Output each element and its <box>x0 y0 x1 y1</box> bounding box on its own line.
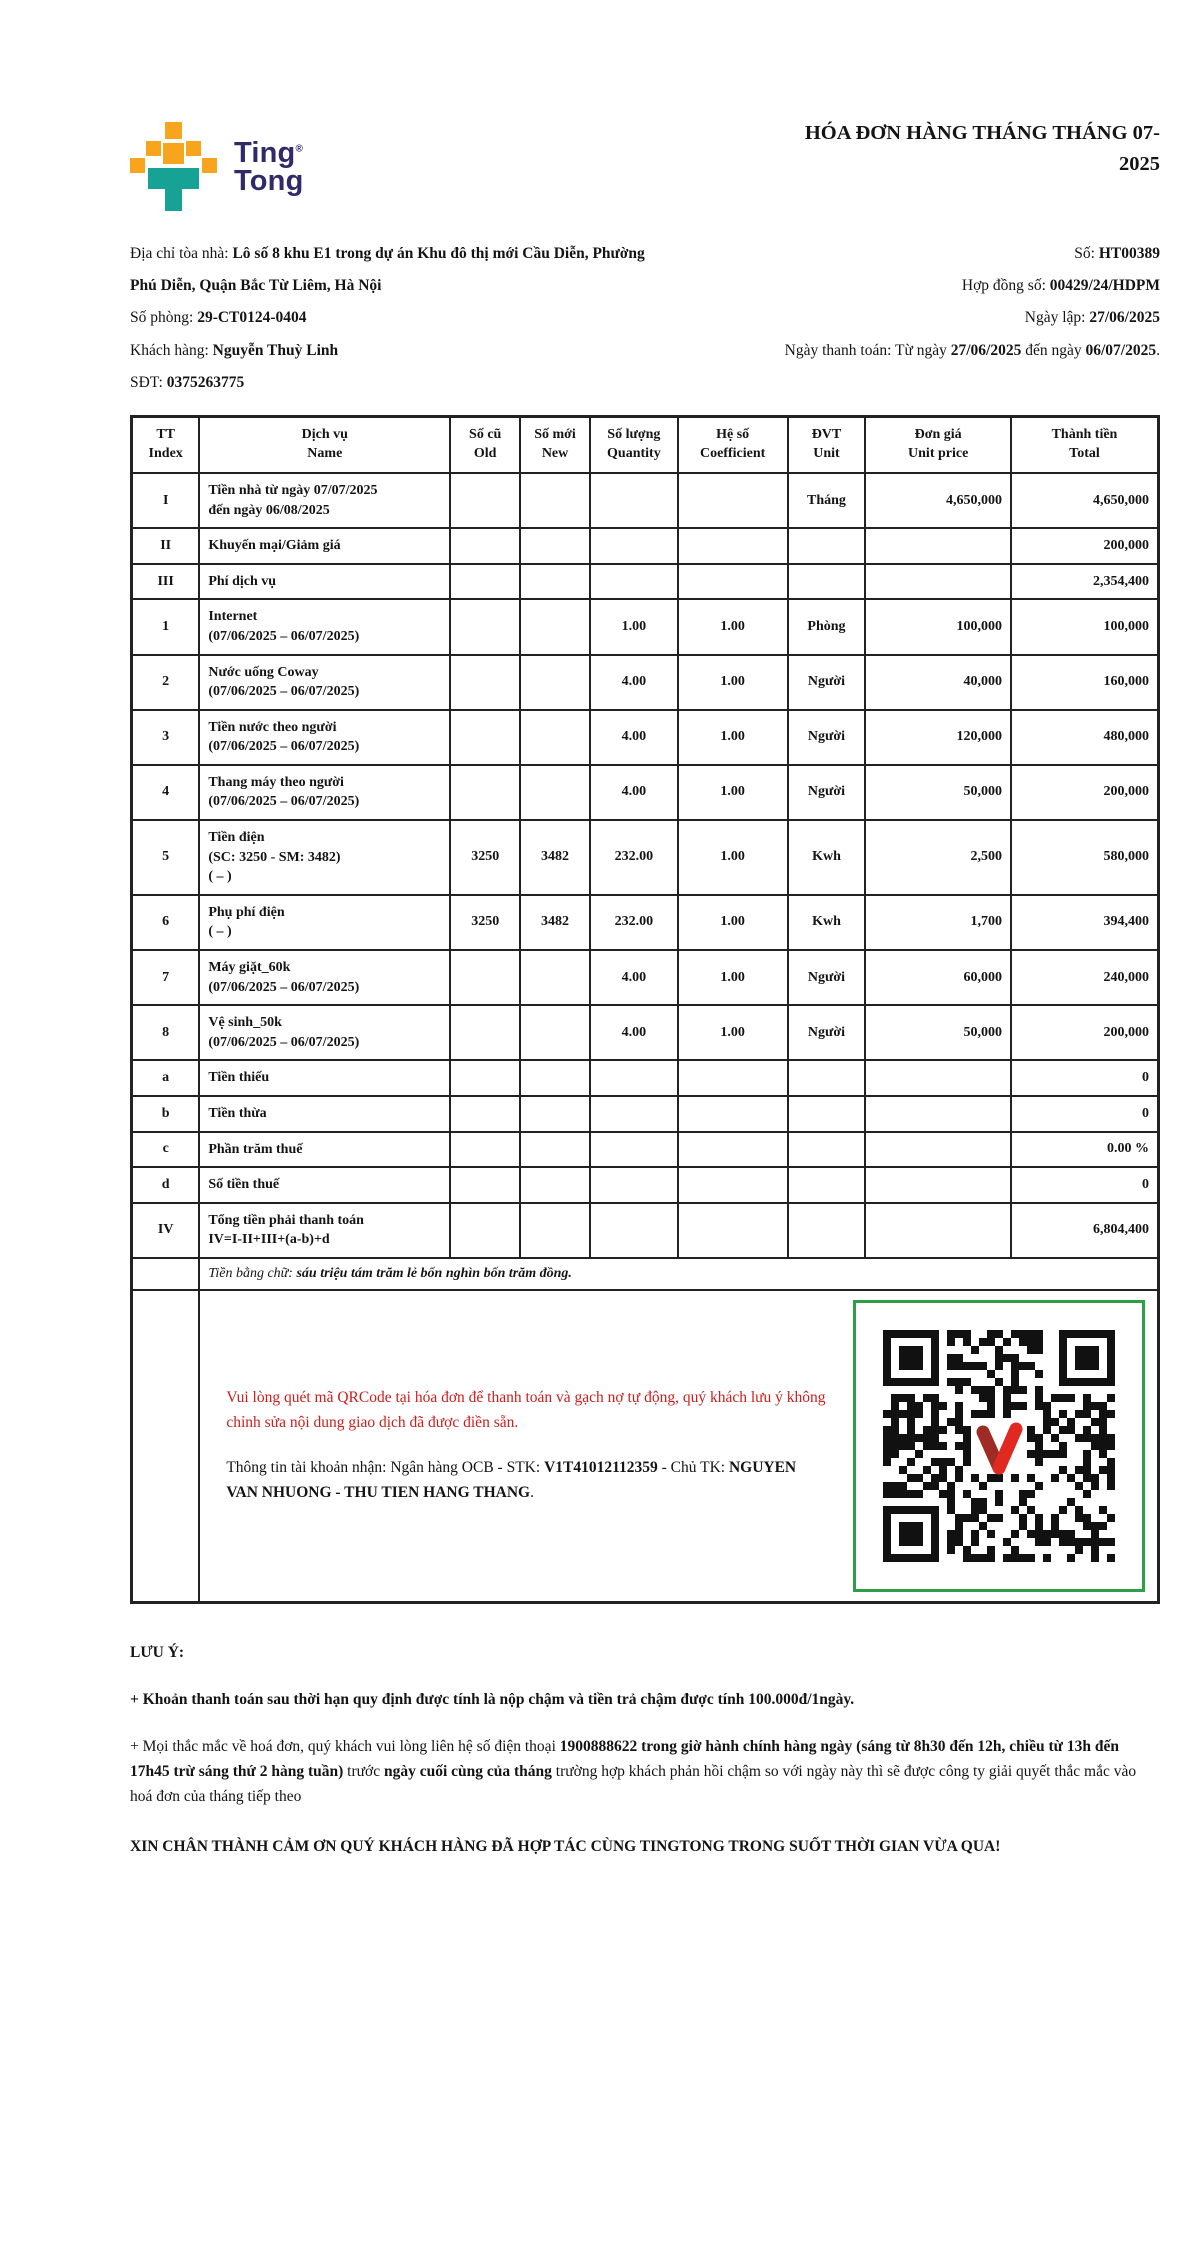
cell-unit <box>788 1060 866 1096</box>
payment-period-start: 27/06/2025 <box>950 341 1022 359</box>
column-header: Số cũ Old <box>450 417 520 473</box>
cell-unit: Người <box>788 765 866 820</box>
cell-index: b <box>132 1096 200 1132</box>
invoice-table <box>130 415 1160 1604</box>
cell-total: 0 <box>1011 1167 1159 1203</box>
cell-service-name: Phụ phí điện ( – ) <box>199 895 450 950</box>
cell-unit <box>788 1203 866 1258</box>
cell-coefficient: 1.00 <box>678 820 788 895</box>
logo-pixel <box>146 141 161 156</box>
room-number-line <box>130 302 675 334</box>
cell-total: 160,000 <box>1011 655 1159 710</box>
cell-total: 0 <box>1011 1060 1159 1096</box>
building-address-label: Địa chỉ tòa nhà: <box>130 245 233 262</box>
tingtong-logo <box>130 122 304 212</box>
table-header-row <box>132 417 1159 473</box>
cell-old-reading: 3250 <box>450 820 520 895</box>
table-row <box>132 765 1159 820</box>
table-row <box>132 895 1159 950</box>
cell-old-reading <box>450 1203 520 1258</box>
cell-new-reading: 3482 <box>520 895 590 950</box>
cell-index: I <box>132 473 200 528</box>
cell-quantity: 4.00 <box>590 1005 678 1060</box>
issue-date-label: Ngày lập: <box>1024 309 1090 327</box>
column-header: Hệ số Coefficient <box>678 417 788 473</box>
column-header: Đơn giá Unit price <box>865 417 1011 473</box>
cell-unit: Người <box>788 950 866 1005</box>
invoice-number-line <box>685 238 1160 270</box>
logo-text-ting: Ting <box>234 136 296 169</box>
qr-code <box>874 1321 1124 1571</box>
cell-quantity: 232.00 <box>590 895 678 950</box>
cell-total: 6,804,400 <box>1011 1203 1159 1258</box>
cell-service-name: Số tiền thuế <box>199 1167 450 1203</box>
amount-in-words-label: Tiền bằng chữ: <box>208 1265 297 1281</box>
payment-period-label2: đến ngày <box>1021 341 1086 359</box>
cell-index: 4 <box>132 765 200 820</box>
cell-coefficient: 1.00 <box>678 765 788 820</box>
cell-new-reading <box>520 564 590 600</box>
amount-in-words-value: sáu triệu tám trăm lẻ bốn nghìn bốn trăm đồng. <box>296 1265 572 1281</box>
cell-unit-price: 60,000 <box>865 950 1011 1005</box>
cell-coefficient <box>678 1167 788 1203</box>
cell-new-reading <box>520 528 590 564</box>
column-header: Số mới New <box>520 417 590 473</box>
customer-label: Khách hàng: <box>130 341 213 359</box>
customer-value: Nguyễn Thuỳ Linh <box>212 341 339 359</box>
cell-unit: Kwh <box>788 895 866 950</box>
table-row <box>132 820 1159 895</box>
table-row <box>132 1132 1159 1168</box>
cell-coefficient: 1.00 <box>678 599 788 654</box>
notes-heading: LƯU Ý: <box>130 1643 185 1661</box>
table-row <box>132 655 1159 710</box>
cell-new-reading <box>520 1096 590 1132</box>
cell-unit: Phòng <box>788 599 866 654</box>
qr-code-frame <box>853 1300 1145 1592</box>
cell-unit: Người <box>788 710 866 765</box>
cell-unit <box>788 564 866 600</box>
cell-quantity <box>590 1203 678 1258</box>
cell-quantity <box>590 528 678 564</box>
cell-total: 100,000 <box>1011 599 1159 654</box>
cell-coefficient <box>678 1203 788 1258</box>
cell-total: 200,000 <box>1011 1005 1159 1060</box>
cell-index: 7 <box>132 950 200 1005</box>
cell-new-reading <box>520 1005 590 1060</box>
table-row <box>132 1203 1159 1258</box>
cell-total: 240,000 <box>1011 950 1159 1005</box>
logo-pixel <box>148 168 199 189</box>
payment-period-end: 06/07/2025 <box>1085 341 1157 359</box>
footer-notes <box>130 1640 1160 1859</box>
cell-new-reading <box>520 1167 590 1203</box>
column-header: ĐVT Unit <box>788 417 866 473</box>
cell-service-name: Máy giặt_60k (07/06/2025 – 06/07/2025) <box>199 950 450 1005</box>
cell-unit <box>788 1096 866 1132</box>
cell-index: c <box>132 1132 200 1168</box>
cell-index-empty <box>132 1258 200 1290</box>
cell-new-reading <box>520 710 590 765</box>
cell-index: a <box>132 1060 200 1096</box>
cell-old-reading <box>450 564 520 600</box>
cell-index: 1 <box>132 599 200 654</box>
contact-hotline: 1900888622 trong giờ hành chính hàng ngày (sáng từ 8h30 đến 12h, chiều từ 13h đến 17h45 trừ sáng thứ 2 hàng tuần) <box>130 1738 1119 1781</box>
cell-unit-price: 120,000 <box>865 710 1011 765</box>
cell-quantity: 4.00 <box>590 950 678 1005</box>
cell-coefficient: 1.00 <box>678 710 788 765</box>
issue-date-value: 27/06/2025 <box>1089 309 1160 327</box>
cell-quantity <box>590 473 678 528</box>
cell-coefficient <box>678 473 788 528</box>
cell-quantity <box>590 1132 678 1168</box>
payment-period-suffix: . <box>1156 341 1160 359</box>
cell-unit-price: 4,650,000 <box>865 473 1011 528</box>
cell-old-reading <box>450 1132 520 1168</box>
cell-new-reading <box>520 765 590 820</box>
cell-old-reading <box>450 528 520 564</box>
phone-label: SĐT: <box>130 373 167 391</box>
column-header: Thành tiền Total <box>1011 417 1159 473</box>
account-number: V1T41012112359 <box>544 1458 658 1476</box>
account-holder: NGUYEN VAN NHUONG - THU TIEN HANG THANG <box>226 1458 797 1501</box>
contact-seg2: trước <box>343 1763 384 1781</box>
cell-quantity <box>590 1096 678 1132</box>
cell-service-name: Khuyến mại/Giảm giá <box>199 528 450 564</box>
cell-service-name: Phí dịch vụ <box>199 564 450 600</box>
cell-coefficient: 1.00 <box>678 895 788 950</box>
logo-pixel <box>130 158 145 173</box>
logo-text-tong: Tong <box>234 165 304 197</box>
cell-old-reading <box>450 1167 520 1203</box>
contact-note <box>130 1734 1160 1809</box>
cell-quantity: 4.00 <box>590 655 678 710</box>
cell-total: 4,650,000 <box>1011 473 1159 528</box>
cell-quantity <box>590 564 678 600</box>
table-row <box>132 1167 1159 1203</box>
cell-index: II <box>132 528 200 564</box>
cell-index: III <box>132 564 200 600</box>
tingtong-logo-text <box>234 136 304 197</box>
cell-old-reading <box>450 1060 520 1096</box>
cell-new-reading: 3482 <box>520 820 590 895</box>
logo-pixel <box>163 143 184 164</box>
contract-number-label: Hợp đồng số: <box>961 277 1050 295</box>
table-row <box>132 564 1159 600</box>
room-number-label: Số phòng: <box>130 309 198 327</box>
cell-total: 0.00 % <box>1011 1132 1159 1168</box>
cell-quantity: 4.00 <box>590 710 678 765</box>
phone-value: 0375263775 <box>166 373 245 391</box>
table-row <box>132 1096 1159 1132</box>
cell-unit-price: 100,000 <box>865 599 1011 654</box>
late-fee-note: + Khoản thanh toán sau thời hạn quy định được tính là nộp chậm và tiền trả chậm được tính 100.000đ/1ngày. <box>130 1691 855 1709</box>
cell-unit: Người <box>788 1005 866 1060</box>
payment-period-label: Ngày thanh toán: Từ ngày <box>784 341 951 359</box>
cell-unit-price <box>865 1060 1011 1096</box>
cell-index: 2 <box>132 655 200 710</box>
cell-old-reading <box>450 1005 520 1060</box>
cell-unit: Người <box>788 655 866 710</box>
cell-quantity: 1.00 <box>590 599 678 654</box>
logo-pixel <box>202 158 217 173</box>
qr-payment-cell <box>199 1290 1158 1603</box>
contact-seg1: + Mọi thắc mắc về hoá đơn, quý khách vui lòng liên hệ số điện thoại <box>130 1738 560 1756</box>
cell-coefficient: 1.00 <box>678 1005 788 1060</box>
cell-coefficient <box>678 1132 788 1168</box>
cell-unit-price <box>865 528 1011 564</box>
cell-unit <box>788 1132 866 1168</box>
column-header: TT Index <box>132 417 200 473</box>
cell-old-reading <box>450 1096 520 1132</box>
cell-unit-price <box>865 564 1011 600</box>
invoice-table-body <box>132 473 1159 1258</box>
account-info <box>226 1456 827 1506</box>
phone-line <box>130 367 675 399</box>
cell-new-reading <box>520 1060 590 1096</box>
cell-quantity <box>590 1167 678 1203</box>
cell-service-name: Tiền thiếu <box>199 1060 450 1096</box>
table-row <box>132 1060 1159 1096</box>
cell-index: d <box>132 1167 200 1203</box>
invoice-number-value: HT00389 <box>1098 245 1160 262</box>
cell-old-reading <box>450 655 520 710</box>
cell-coefficient: 1.00 <box>678 950 788 1005</box>
cell-service-name: Internet (07/06/2025 – 06/07/2025) <box>199 599 450 654</box>
table-row <box>132 528 1159 564</box>
cell-total: 200,000 <box>1011 528 1159 564</box>
table-row <box>132 599 1159 654</box>
cell-coefficient <box>678 1096 788 1132</box>
invoice-table-extra <box>132 1258 1159 1603</box>
cell-old-reading <box>450 765 520 820</box>
cell-new-reading <box>520 1132 590 1168</box>
tingtong-logo-icon <box>130 122 218 212</box>
cell-new-reading <box>520 950 590 1005</box>
cell-unit-price: 2,500 <box>865 820 1011 895</box>
cell-total: 2,354,400 <box>1011 564 1159 600</box>
cell-service-name: Nước uống Coway (07/06/2025 – 06/07/2025) <box>199 655 450 710</box>
cell-unit: Kwh <box>788 820 866 895</box>
building-address-value: Lô số 8 khu E1 trong dự án Khu đô thị mới Cầu Diễn, Phường Phú Diễn, Quận Bắc Từ Liêm, Hà Nội <box>130 245 645 295</box>
logo-pixel <box>186 141 201 156</box>
account-prefix: Thông tin tài khoản nhận: Ngân hàng OCB - STK: <box>226 1458 545 1476</box>
contract-number-value: 00429/24/HDPM <box>1049 277 1160 295</box>
cell-unit-price <box>865 1096 1011 1132</box>
cell-service-name: Tiền điện (SC: 3250 - SM: 3482) ( – ) <box>199 820 450 895</box>
cell-unit-price: 1,700 <box>865 895 1011 950</box>
cell-unit: Tháng <box>788 473 866 528</box>
column-header: Số lượng Quantity <box>590 417 678 473</box>
table-row <box>132 1005 1159 1060</box>
qr-note-red: Vui lòng quét mã QRCode tại hóa đơn để thanh toán và gạch nợ tự động, quý khách lưu ý không chỉnh sửa nội dung giao dịch đã được điền sẵn. <box>226 1389 826 1432</box>
cell-quantity: 232.00 <box>590 820 678 895</box>
building-address-line <box>130 238 675 302</box>
cell-index: 3 <box>132 710 200 765</box>
cell-unit-price: 50,000 <box>865 765 1011 820</box>
issue-date-line <box>685 302 1160 334</box>
cell-unit-price: 50,000 <box>865 1005 1011 1060</box>
cell-index: 8 <box>132 1005 200 1060</box>
cell-coefficient <box>678 528 788 564</box>
cell-new-reading <box>520 473 590 528</box>
header <box>130 122 1160 212</box>
cell-unit-price <box>865 1167 1011 1203</box>
cell-total: 480,000 <box>1011 710 1159 765</box>
thank-you-note: XIN CHÂN THÀNH CẢM ƠN QUÝ KHÁCH HÀNG ĐÃ HỢP TÁC CÙNG TINGTONG TRONG SUỐT THỜI GIAN VỪA QUA! <box>130 1837 1001 1855</box>
payment-period-line <box>685 335 1160 367</box>
cell-old-reading <box>450 950 520 1005</box>
cell-new-reading <box>520 655 590 710</box>
contact-seg3: trường hợp khách phản hồi chậm so với ngày này thì sẽ được công ty giải quyết thắc mắc vào hoá đơn của tháng tiếp theo <box>130 1763 1137 1806</box>
cell-index-empty <box>132 1290 200 1603</box>
cell-unit <box>788 1167 866 1203</box>
cell-service-name: Tiền nước theo người (07/06/2025 – 06/07/2025) <box>199 710 450 765</box>
cell-old-reading <box>450 599 520 654</box>
page-title: HÓA ĐƠN HÀNG THÁNG THÁNG 07-2025 <box>804 122 1160 175</box>
cell-new-reading <box>520 1203 590 1258</box>
invoice-number-label: Số: <box>1074 245 1099 262</box>
qr-instructions <box>208 1370 853 1521</box>
amount-in-words-row <box>132 1258 1159 1290</box>
cell-index: 5 <box>132 820 200 895</box>
registered-mark: ® <box>295 142 304 154</box>
column-header: Dịch vụ Name <box>199 417 450 473</box>
cell-coefficient <box>678 1060 788 1096</box>
cell-old-reading <box>450 710 520 765</box>
logo-pixel <box>165 122 182 139</box>
invoice-table-head <box>132 417 1159 473</box>
invoice-info-left <box>130 238 675 399</box>
room-number-value: 29-CT0124-0404 <box>197 309 307 327</box>
invoice-info <box>130 238 1160 399</box>
cell-unit <box>788 528 866 564</box>
cell-service-name: Phần trăm thuế <box>199 1132 450 1168</box>
cell-service-name: Tiền thừa <box>199 1096 450 1132</box>
cell-total: 200,000 <box>1011 765 1159 820</box>
cell-unit-price <box>865 1203 1011 1258</box>
contact-deadline: ngày cuối cùng của tháng <box>383 1763 552 1781</box>
cell-new-reading <box>520 599 590 654</box>
cell-service-name: Vệ sinh_50k (07/06/2025 – 06/07/2025) <box>199 1005 450 1060</box>
account-mid: - Chủ TK: <box>657 1458 729 1476</box>
cell-index: IV <box>132 1203 200 1258</box>
qr-payment-row <box>132 1290 1159 1603</box>
table-row <box>132 950 1159 1005</box>
contract-number-line <box>685 270 1160 302</box>
cell-coefficient <box>678 564 788 600</box>
amount-in-words-cell <box>199 1258 1158 1290</box>
qr-payment-content <box>208 1298 1149 1594</box>
cell-service-name: Tiền nhà từ ngày 07/07/2025 đến ngày 06/08/2025 <box>199 473 450 528</box>
invoice-info-right <box>675 238 1160 399</box>
cell-old-reading <box>450 473 520 528</box>
table-row <box>132 473 1159 528</box>
table-row <box>132 710 1159 765</box>
cell-unit-price: 40,000 <box>865 655 1011 710</box>
cell-coefficient: 1.00 <box>678 655 788 710</box>
cell-total: 0 <box>1011 1096 1159 1132</box>
customer-line <box>130 335 675 367</box>
cell-index: 6 <box>132 895 200 950</box>
cell-old-reading: 3250 <box>450 895 520 950</box>
cell-unit-price <box>865 1132 1011 1168</box>
account-suffix: . <box>530 1483 534 1501</box>
cell-total: 580,000 <box>1011 820 1159 895</box>
cell-total: 394,400 <box>1011 895 1159 950</box>
cell-service-name: Tổng tiền phải thanh toán IV=I-II+III+(a-b)+d <box>199 1203 450 1258</box>
cell-quantity <box>590 1060 678 1096</box>
logo-pixel <box>165 189 182 211</box>
cell-quantity: 4.00 <box>590 765 678 820</box>
cell-service-name: Thang máy theo người (07/06/2025 – 06/07/2025) <box>199 765 450 820</box>
